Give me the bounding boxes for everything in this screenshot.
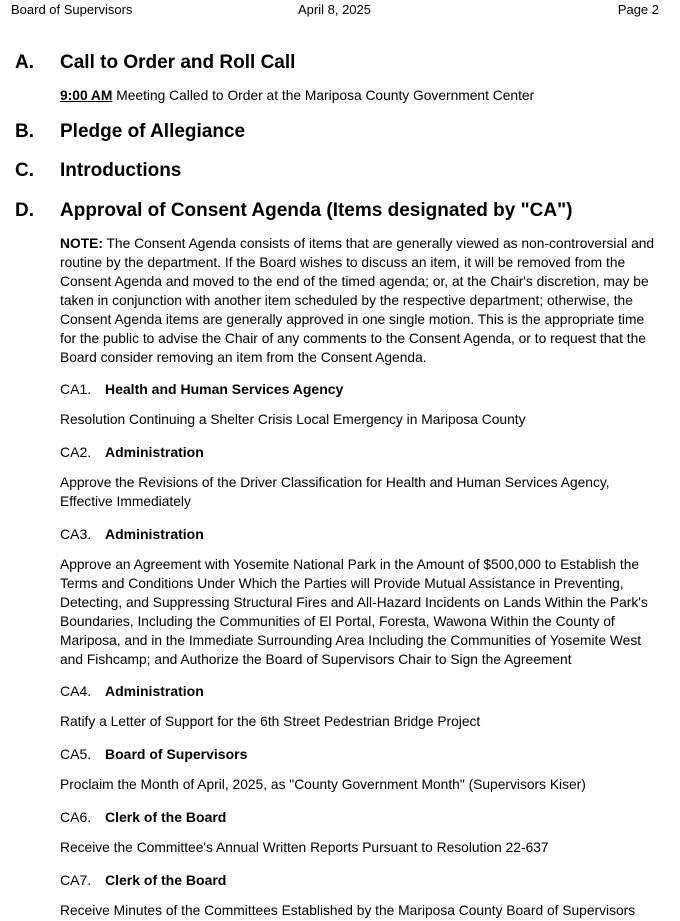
call-to-order-text [60,86,662,105]
note-label: NOTE: [60,236,103,251]
consent-item-header [60,809,226,825]
consent-item-header [60,444,204,460]
consent-item-header [60,381,343,397]
consent-item-description: Approve an Agreement with Yosemite National Park in the Amount of $500,000 to Establish the Terms and Conditions Under Which the Parties will Provide Mutual Assistance in Preventing, Detecting, and Suppressing Structural Fires and All-Hazard Incidents on Lands Within the Park's Boundaries, Including the Communities of El Portal, Foresta, Wawona Within the County of Mariposa, and in the Immediate Surrounding Area Including the Communities of Yosemite West and Fishcamp; and Authorize the Board of Supervisors Chair to Sign the Agreement [60,557,648,667]
item-number: CA2. [60,444,92,460]
consent-agenda-note [60,234,662,367]
item-number: CA1. [60,381,92,397]
header-page-number: Page 2 [617,2,659,17]
section-title: Call to Order and Roll Call [60,52,296,73]
item-number: CA4. [60,683,92,699]
item-number: CA3. [60,526,92,542]
meeting-time: 9:00 AM [60,88,113,103]
item-department: Administration [105,444,204,460]
section-letter: A. [15,52,34,73]
item-number: CA7. [60,872,92,888]
section-title: Approval of Consent Agenda (Items designated by "CA") [60,200,573,221]
item-department: Health and Human Services Agency [105,381,344,397]
consent-item-header [60,872,226,888]
consent-item-description: Approve the Revisions of the Driver Classification for Health and Human Services Agency, Effective Immediately [60,475,610,509]
item-department: Clerk of the Board [105,872,227,888]
consent-item-description: Proclaim the Month of April, 2025, as "County Government Month" (Supervisors Kiser) [60,777,586,792]
consent-item-description: Receive the Committee's Annual Written Reports Pursuant to Resolution 22-637 [60,840,549,855]
consent-item-header [60,683,204,699]
item-number: CA5. [60,746,92,762]
consent-item-description: Receive Minutes of the Committees Established by the Mariposa County Board of Supervisors [60,903,636,918]
section-letter: D. [15,200,34,221]
section-title: Introductions [60,160,182,181]
header-date: April 8, 2025 [298,2,371,17]
consent-item-description: Resolution Continuing a Shelter Crisis Local Emergency in Mariposa County [60,412,526,427]
item-department: Administration [105,683,204,699]
header-board-name: Board of Supervisors [11,2,133,17]
item-number: CA6. [60,809,92,825]
page-header [0,2,680,20]
section-title: Pledge of Allegiance [60,121,246,142]
consent-item-header [60,746,247,762]
meeting-location-text: Meeting Called to Order at the Mariposa County Government Center [112,88,535,103]
item-department: Board of Supervisors [105,746,248,762]
item-department: Clerk of the Board [105,809,227,825]
section-letter: B. [15,121,34,142]
consent-item-description: Ratify a Letter of Support for the 6th Street Pedestrian Bridge Project [60,714,481,729]
item-department: Administration [105,526,204,542]
consent-item-header [60,526,204,542]
note-text: The Consent Agenda consists of items that are generally viewed as non-controversial and routine by the department. If the Board wishes to discuss an item, it will be removed from the Consent Agenda and moved to the end of the timed agenda; or, at the Chair's discretion, may be taken in conjunction with another item scheduled by the respective department; otherwise, the Consent Agenda items are generally approved in one single motion. This is the appropriate time for the public to advise the Chair of any comments to the Consent Agenda, or to request that the Board consider removing an item from the Consent Agenda. [60,236,655,365]
section-letter: C. [15,160,34,181]
